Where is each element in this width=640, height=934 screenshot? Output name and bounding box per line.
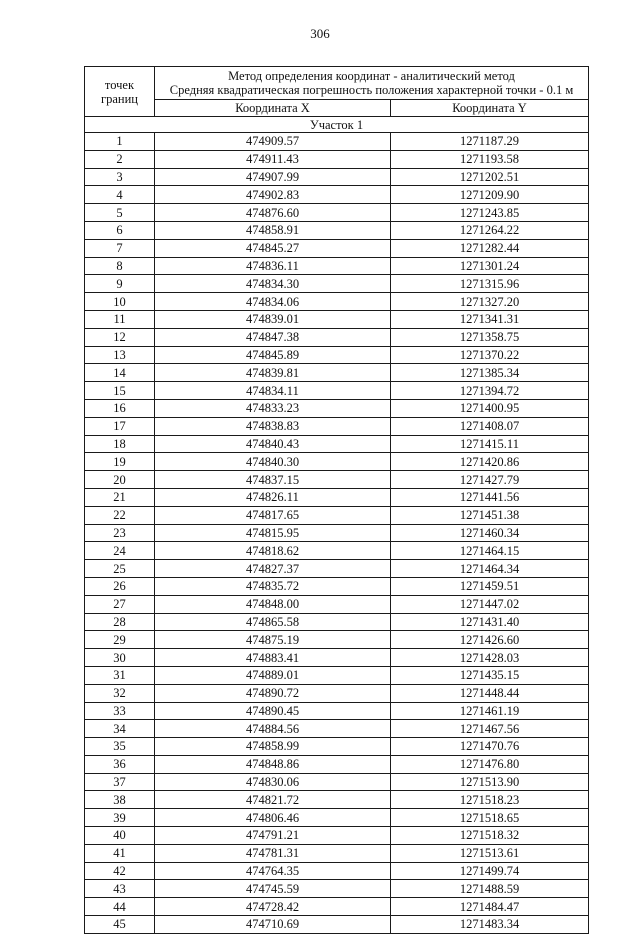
coord-x-cell: 474890.72 [155, 684, 391, 702]
point-number-cell: 37 [85, 773, 155, 791]
coord-y-cell: 1271513.90 [391, 773, 589, 791]
coord-x-cell: 474835.72 [155, 577, 391, 595]
table-row [85, 346, 589, 364]
table-row [85, 506, 589, 524]
point-number-cell: 41 [85, 844, 155, 862]
coord-y-cell: 1271193.58 [391, 150, 589, 168]
coord-y-cell: 1271264.22 [391, 221, 589, 239]
coord-x-cell: 474833.23 [155, 399, 391, 417]
point-number-cell: 44 [85, 898, 155, 916]
point-number-cell: 2 [85, 150, 155, 168]
table-row [85, 168, 589, 186]
point-number-cell: 24 [85, 542, 155, 560]
point-number-cell: 9 [85, 275, 155, 293]
table-row [85, 898, 589, 916]
coord-x-cell: 474834.30 [155, 275, 391, 293]
point-number-cell: 6 [85, 221, 155, 239]
coord-x-cell: 474889.01 [155, 666, 391, 684]
coord-y-cell: 1271488.59 [391, 880, 589, 898]
point-number-cell: 21 [85, 488, 155, 506]
table-row [85, 666, 589, 684]
coord-y-cell: 1271202.51 [391, 168, 589, 186]
coord-x-cell: 474875.19 [155, 631, 391, 649]
coord-x-cell: 474876.60 [155, 204, 391, 222]
coord-y-cell: 1271518.23 [391, 791, 589, 809]
coord-y-cell: 1271431.40 [391, 613, 589, 631]
coord-x-cell: 474845.89 [155, 346, 391, 364]
coord-x-cell: 474836.11 [155, 257, 391, 275]
point-number-cell: 30 [85, 649, 155, 667]
table-row [85, 720, 589, 738]
coord-x-cell: 474840.43 [155, 435, 391, 453]
coord-y-cell: 1271315.96 [391, 275, 589, 293]
coord-x-cell: 474834.11 [155, 382, 391, 400]
table-body [85, 67, 589, 934]
table-row [85, 417, 589, 435]
point-number-cell: 12 [85, 328, 155, 346]
table-row [85, 880, 589, 898]
table-row [85, 524, 589, 542]
coord-y-cell: 1271415.11 [391, 435, 589, 453]
coord-x-cell: 474710.69 [155, 916, 391, 934]
point-number-cell: 33 [85, 702, 155, 720]
table-row [85, 399, 589, 417]
table-row [85, 186, 589, 204]
coord-x-cell: 474837.15 [155, 471, 391, 489]
table-row [85, 844, 589, 862]
point-number-cell: 15 [85, 382, 155, 400]
coord-y-cell: 1271370.22 [391, 346, 589, 364]
coord-x-cell: 474890.45 [155, 702, 391, 720]
coord-y-cell: 1271448.44 [391, 684, 589, 702]
table-row [85, 239, 589, 257]
coord-y-cell: 1271209.90 [391, 186, 589, 204]
coord-x-cell: 474858.99 [155, 738, 391, 756]
coord-y-cell: 1271243.85 [391, 204, 589, 222]
point-number-cell: 36 [85, 755, 155, 773]
point-number-cell: 23 [85, 524, 155, 542]
table-header-row [85, 67, 589, 100]
coord-y-cell: 1271470.76 [391, 738, 589, 756]
point-number-cell: 5 [85, 204, 155, 222]
point-number-cell: 19 [85, 453, 155, 471]
point-number-cell: 10 [85, 293, 155, 311]
coord-x-cell: 474902.83 [155, 186, 391, 204]
point-number-cell: 34 [85, 720, 155, 738]
coord-y-cell: 1271513.61 [391, 844, 589, 862]
table-row [85, 471, 589, 489]
coord-y-cell: 1271441.56 [391, 488, 589, 506]
coord-x-cell: 474839.01 [155, 310, 391, 328]
coord-x-cell: 474821.72 [155, 791, 391, 809]
coordinate-header-row [85, 100, 589, 117]
coord-y-cell: 1271428.03 [391, 649, 589, 667]
coord-x-cell: 474839.81 [155, 364, 391, 382]
coord-y-cell: 1271451.38 [391, 506, 589, 524]
coord-x-cell: 474728.42 [155, 898, 391, 916]
coord-x-cell: 474827.37 [155, 560, 391, 578]
point-number-cell: 8 [85, 257, 155, 275]
coord-y-cell: 1271435.15 [391, 666, 589, 684]
coord-x-cell: 474884.56 [155, 720, 391, 738]
point-number-cell: 7 [85, 239, 155, 257]
point-number-cell: 18 [85, 435, 155, 453]
points-header-line1: точек [104, 77, 135, 92]
table-row [85, 773, 589, 791]
point-number-cell: 1 [85, 133, 155, 151]
coord-x-cell: 474848.00 [155, 595, 391, 613]
coord-x-cell: 474830.06 [155, 773, 391, 791]
coord-y-cell: 1271464.34 [391, 560, 589, 578]
table-row [85, 755, 589, 773]
point-number-cell: 29 [85, 631, 155, 649]
table-row [85, 560, 589, 578]
table-row [85, 631, 589, 649]
table-row [85, 310, 589, 328]
point-number-cell: 11 [85, 310, 155, 328]
table-row [85, 204, 589, 222]
coord-x-cell: 474907.99 [155, 168, 391, 186]
coord-x-cell: 474845.27 [155, 239, 391, 257]
coord-y-cell: 1271447.02 [391, 595, 589, 613]
point-number-cell: 20 [85, 471, 155, 489]
coord-y-cell: 1271187.29 [391, 133, 589, 151]
coord-x-cell: 474911.43 [155, 150, 391, 168]
coord-y-cell: 1271358.75 [391, 328, 589, 346]
coord-x-cell: 474815.95 [155, 524, 391, 542]
coord-y-cell: 1271459.51 [391, 577, 589, 595]
coord-y-cell: 1271484.47 [391, 898, 589, 916]
coord-x-cell: 474883.41 [155, 649, 391, 667]
table-row [85, 862, 589, 880]
table-row [85, 133, 589, 151]
point-number-cell: 17 [85, 417, 155, 435]
method-header-line1: Метод определения координат - аналитический метод [228, 69, 515, 83]
point-number-cell: 22 [85, 506, 155, 524]
coord-y-cell: 1271467.56 [391, 720, 589, 738]
coord-y-cell: 1271476.80 [391, 755, 589, 773]
coord-y-header: Координата Y [391, 100, 589, 117]
point-number-cell: 35 [85, 738, 155, 756]
coordinates-table [84, 66, 589, 934]
table-row [85, 293, 589, 311]
table-row [85, 916, 589, 934]
coord-x-cell: 474764.35 [155, 862, 391, 880]
coord-y-cell: 1271327.20 [391, 293, 589, 311]
point-number-cell: 27 [85, 595, 155, 613]
coord-y-cell: 1271518.32 [391, 827, 589, 845]
coord-y-cell: 1271461.19 [391, 702, 589, 720]
table-row [85, 257, 589, 275]
point-number-cell: 40 [85, 827, 155, 845]
table-row [85, 453, 589, 471]
coord-x-cell: 474826.11 [155, 488, 391, 506]
table-row [85, 791, 589, 809]
point-number-cell: 13 [85, 346, 155, 364]
coord-x-cell: 474806.46 [155, 809, 391, 827]
table-row [85, 488, 589, 506]
coord-y-cell: 1271499.74 [391, 862, 589, 880]
coord-y-cell: 1271427.79 [391, 471, 589, 489]
coord-y-cell: 1271341.31 [391, 310, 589, 328]
coord-x-cell: 474781.31 [155, 844, 391, 862]
table-row [85, 595, 589, 613]
table-row [85, 649, 589, 667]
table-row [85, 809, 589, 827]
coord-y-cell: 1271394.72 [391, 382, 589, 400]
table-row [85, 613, 589, 631]
point-number-cell: 4 [85, 186, 155, 204]
point-number-cell: 3 [85, 168, 155, 186]
coord-x-cell: 474840.30 [155, 453, 391, 471]
point-number-cell: 38 [85, 791, 155, 809]
coord-x-cell: 474817.65 [155, 506, 391, 524]
coord-y-cell: 1271282.44 [391, 239, 589, 257]
point-number-cell: 28 [85, 613, 155, 631]
coord-y-cell: 1271426.60 [391, 631, 589, 649]
table-row [85, 382, 589, 400]
section-row [85, 117, 589, 133]
coord-x-cell: 474909.57 [155, 133, 391, 151]
section-title: Участок 1 [85, 117, 589, 133]
table-row [85, 150, 589, 168]
coord-y-cell: 1271301.24 [391, 257, 589, 275]
coord-y-cell: 1271464.15 [391, 542, 589, 560]
coord-y-cell: 1271483.34 [391, 916, 589, 934]
coord-x-cell: 474838.83 [155, 417, 391, 435]
table-row [85, 702, 589, 720]
table-row [85, 328, 589, 346]
point-number-cell: 25 [85, 560, 155, 578]
point-number-cell: 43 [85, 880, 155, 898]
table-row [85, 542, 589, 560]
table-row [85, 577, 589, 595]
coord-y-cell: 1271400.95 [391, 399, 589, 417]
method-header [155, 67, 589, 100]
page-number: 306 [310, 26, 330, 41]
coord-y-cell: 1271420.86 [391, 453, 589, 471]
coord-x-cell: 474818.62 [155, 542, 391, 560]
coord-y-cell: 1271408.07 [391, 417, 589, 435]
points-header-line2: границ [101, 91, 138, 106]
table-row [85, 684, 589, 702]
table-row [85, 364, 589, 382]
points-header [85, 67, 155, 117]
coord-x-cell: 474848.86 [155, 755, 391, 773]
table-row [85, 275, 589, 293]
coord-x-cell: 474858.91 [155, 221, 391, 239]
point-number-cell: 14 [85, 364, 155, 382]
coord-x-cell: 474865.58 [155, 613, 391, 631]
point-number-cell: 31 [85, 666, 155, 684]
coord-x-cell: 474847.38 [155, 328, 391, 346]
point-number-cell: 26 [85, 577, 155, 595]
point-number-cell: 39 [85, 809, 155, 827]
coord-x-cell: 474745.59 [155, 880, 391, 898]
coord-x-cell: 474791.21 [155, 827, 391, 845]
coord-x-cell: 474834.06 [155, 293, 391, 311]
table-row [85, 221, 589, 239]
table-row [85, 827, 589, 845]
coord-y-cell: 1271460.34 [391, 524, 589, 542]
coord-y-cell: 1271518.65 [391, 809, 589, 827]
coord-y-cell: 1271385.34 [391, 364, 589, 382]
coord-x-header: Координата X [155, 100, 391, 117]
point-number-cell: 32 [85, 684, 155, 702]
point-number-cell: 45 [85, 916, 155, 934]
table-row [85, 435, 589, 453]
point-number-cell: 42 [85, 862, 155, 880]
point-number-cell: 16 [85, 399, 155, 417]
method-header-line2: Средняя квадратическая погрешность положения характерной точки - 0.1 м [169, 83, 574, 97]
table-row [85, 738, 589, 756]
